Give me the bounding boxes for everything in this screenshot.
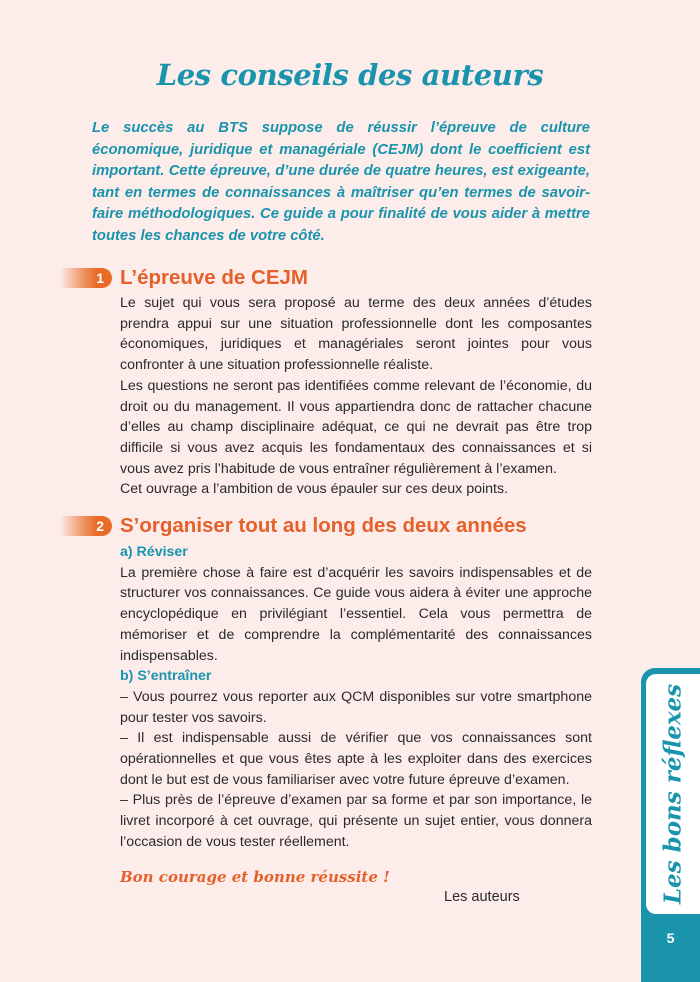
sentrainer-item: – Plus près de l’épreuve d’examen par sa forme et par son importance, le livret incorporé à cet ouvrage, qui présente un sujet entier, vous donnera l’occasion de vous tester réellement. — [120, 792, 592, 850]
section-1-heading — [0, 264, 700, 294]
page-title: Les conseils des auteurs — [156, 58, 544, 92]
section-1-body — [120, 293, 592, 500]
sentrainer-item: – Il est indispensable aussi de vérifier que vos connaissances sont opérationnelles et que vous êtes apte à les exploiter dans des exercices dont le but est de vous familiariser avec votre future épreuve d’examen. — [120, 730, 592, 788]
subheading-sentrainer: b) S’entraîner — [120, 668, 212, 685]
section-1-paragraph: Les questions ne seront pas identifiées comme relevant de l’économie, du droit ou du management. Il vous appartiendra donc de rattacher chacune d’elles au champ disciplinaire adéquat, ce qui ne devrait pas être trop difficile si vous avez acquis les fondamentaux des connaissances et si vous avez pris l’habitude de vous entraîner régulièrement à l’examen. — [120, 377, 592, 477]
section-1-paragraph: Le sujet qui vous sera proposé au terme des deux années d’études prendra appui sur une situation professionnelle dont les composantes économiques, juridiques et managériales seront jointes pour vous confronter à une situation professionnelle réaliste. — [120, 295, 592, 374]
subheading-reviser: a) Réviser — [120, 544, 188, 560]
section-1-number-badge: 1 — [60, 268, 112, 288]
section-2-title: S’organiser tout au long des deux années — [120, 514, 527, 537]
section-2-body — [120, 542, 592, 853]
sentrainer-item: – Vous pourrez vous reporter aux QCM disponibles sur votre smartphone pour tester vos savoirs. — [120, 688, 592, 726]
intro-paragraph: Le succès au BTS suppose de réussir l’épreuve de culture économique, juridique et managériale (CEJM) dont le coefficient est important. Cette épreuve, d’une durée de quatre heures, est exigeante, tant en termes de connaissances à maîtriser qu’en termes de savoir-faire méthodologiques. Ce guide a pour finalité de vous aider à mettre toutes les chances de votre côté. — [92, 120, 590, 244]
section-2-heading — [0, 512, 700, 542]
side-tab — [641, 668, 700, 982]
reviser-paragraph: La première chose à faire est d’acquérir les savoirs indispensables et de structurer vos connaissances. Ce guide vous aidera à éviter une approche encyclopédique en privilégiant l’essentiel. Cela vous permettra de mémoriser et de comprendre la complémentarité des connaissances indispensables. — [120, 564, 592, 664]
section-1-paragraph: Cet ouvrage a l’ambition de vous épauler sur ces deux points. — [120, 481, 509, 498]
section-1-title: L’épreuve de CEJM — [120, 266, 308, 289]
page-number: 5 — [666, 930, 675, 946]
closing-wish: Bon courage et bonne réussite ! — [120, 868, 390, 886]
side-tab-label-box — [646, 674, 700, 914]
side-tab-label: Les bons réflexes — [659, 683, 687, 905]
signature: Les auteurs — [444, 889, 520, 905]
section-2-number-badge: 2 — [60, 516, 112, 536]
